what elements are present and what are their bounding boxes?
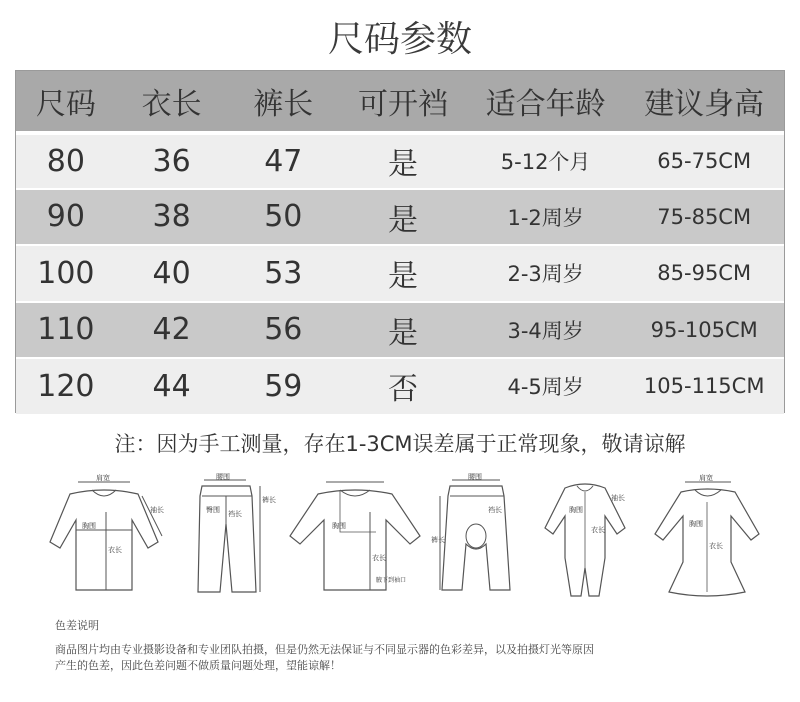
label-crotch: 裆长: [228, 510, 242, 518]
cell-age: 5-12个月: [500, 150, 591, 175]
label-shoulder: 肩宽: [96, 474, 110, 482]
label-length: 衣长: [108, 546, 122, 554]
cell-top-length: 36: [152, 143, 191, 179]
label-pants-length-2: 裤长: [431, 536, 445, 544]
label-length-3: 衣长: [591, 526, 605, 534]
label-crotch-2: 裆长: [488, 506, 502, 514]
label-pants-length: 裤长: [262, 496, 276, 504]
cell-age: 3-4周岁: [507, 318, 584, 343]
cell-pants-length: 53: [264, 255, 303, 291]
table-row: [16, 188, 784, 245]
diagram-long-sleeve-top: [30, 472, 170, 602]
label-waist: 腰围: [216, 473, 230, 481]
header-top-length: 衣长: [141, 87, 202, 122]
measurement-diagrams: [30, 472, 770, 612]
side-opening-top-icon: [280, 472, 430, 602]
disclaimer-heading: 色差说明: [55, 619, 99, 632]
header-open-crotch: 可开裆: [357, 87, 448, 122]
label-hem: 腋下到袖口: [376, 577, 407, 584]
cell-age: 1-2周岁: [507, 205, 584, 230]
table-row: [16, 244, 784, 301]
dress-icon: [645, 472, 770, 602]
table-header-row: [16, 71, 784, 131]
cell-age: 2-3周岁: [507, 262, 584, 287]
label-length-4: 衣长: [709, 542, 723, 550]
label-waist-2: 腰围: [468, 473, 482, 481]
disclaimer-line-2: 产生的色差，因此色差问题不做质量问题处理，望能谅解！: [55, 659, 341, 672]
cell-height: 85-95CM: [657, 261, 752, 286]
cell-open-crotch: 是: [387, 147, 418, 183]
romper-icon: [535, 472, 635, 602]
cell-height: 65-75CM: [657, 149, 752, 174]
label-chest-2: 胸围: [332, 522, 346, 530]
header-size: 尺码: [35, 87, 96, 122]
disclaimer-line-1: 商品图片均由专业摄影设备和专业团队拍摄，但是仍然无法保证与不同显示器的色彩差异，以及拍摄灯光等原因: [55, 643, 594, 656]
cell-age: 4-5周岁: [507, 375, 584, 400]
diagram-side-opening-top: [280, 472, 430, 602]
cell-top-length: 44: [152, 368, 191, 404]
header-age: 适合年龄: [485, 87, 606, 122]
label-chest-4: 胸围: [689, 520, 703, 528]
cell-pants-length: 56: [264, 312, 303, 348]
label-chest: 胸围: [82, 522, 96, 530]
diagram-open-crotch-pants: [430, 472, 520, 602]
label-shoulder-2: 肩宽: [699, 474, 713, 482]
cell-top-length: 38: [152, 199, 191, 235]
cell-open-crotch: 是: [387, 202, 418, 238]
diagram-romper: [535, 472, 635, 602]
cell-open-crotch: 否: [387, 372, 418, 408]
cell-height: 105-115CM: [643, 374, 765, 399]
header-pants-length: 裤长: [253, 87, 314, 122]
table-row: [16, 357, 784, 414]
label-sleeve: 袖长: [150, 506, 164, 514]
cell-size: 110: [37, 312, 95, 348]
table-row: [16, 131, 784, 188]
measurement-note: 注：因为手工测量，存在1-3CM误差属于正常现象，敬请谅解: [114, 432, 686, 456]
cell-size: 90: [46, 199, 85, 235]
header-height: 建议身高: [644, 87, 765, 122]
diagram-pants: [180, 472, 276, 602]
color-disclaimer: [55, 618, 775, 674]
cell-pants-length: 50: [264, 199, 303, 235]
cell-size: 100: [37, 255, 95, 291]
label-hip: 臀围: [206, 506, 220, 514]
cell-size: 120: [37, 368, 95, 404]
cell-pants-length: 59: [264, 368, 303, 404]
open-crotch-pants-icon: [430, 472, 520, 602]
label-length-2: 衣长: [372, 554, 386, 562]
cell-pants-length: 47: [264, 143, 303, 179]
cell-height: 95-105CM: [650, 317, 758, 342]
cell-height: 75-85CM: [657, 204, 752, 229]
page-title: 尺码参数: [327, 19, 472, 60]
long-sleeve-top-icon: [30, 472, 170, 602]
diagram-dress: [645, 472, 770, 602]
cell-top-length: 42: [152, 312, 191, 348]
cell-size: 80: [46, 143, 85, 179]
label-sleeve-2: 袖长: [611, 494, 625, 502]
cell-open-crotch: 是: [387, 315, 418, 351]
cell-top-length: 40: [152, 255, 191, 291]
label-chest-3: 胸围: [569, 506, 583, 514]
cell-open-crotch: 是: [387, 259, 418, 295]
pants-icon: [180, 472, 276, 602]
size-table: [15, 70, 785, 413]
table-row: [16, 301, 784, 358]
